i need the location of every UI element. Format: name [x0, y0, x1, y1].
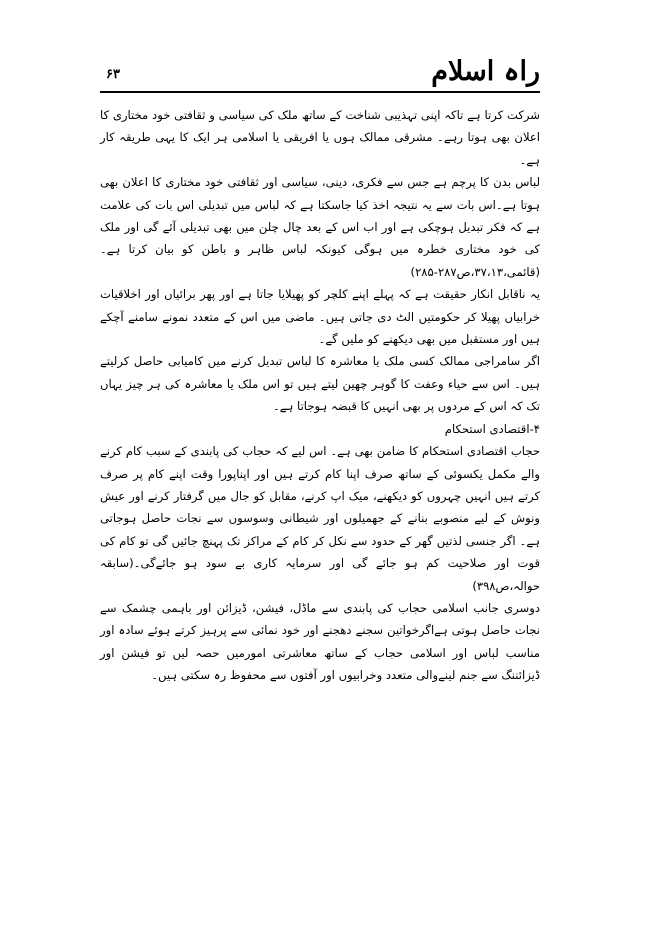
paragraph: اگر سامراجی ممالک کسی ملک یا معاشرہ کا لباس تبدیل کرنے میں کامیابی حاصل کرلیتے ہیں۔ اس سے حیاء وعفت کا گوہر چھین لیتے ہیں تو اس ملک یا معاشرہ کی ہر چیز یہاں تک کہ اس کے مردوں پر بھی انہیں کا قبضہ ہوجاتا ہے۔ — [100, 354, 540, 414]
header-divider — [100, 91, 540, 93]
paragraph: شرکت کرتا ہے تاکہ اپنی تہذیبی شناخت کے ساتھ ملک کی سیاسی و ثقافتی خود مختاری کا اعلان بھی ہوتا رہے۔ مشرقی ممالک ہوں یا افریقی یا اسلامی ہر ایک کا یہی طریقہ کار ہے۔ — [100, 108, 540, 167]
paragraph: حجاب اقتصادی استحکام کا ضامن بھی ہے۔ اس لیے کہ حجاب کی پابندی کے سبب کام کرنے والے مکمل یکسوئی کے ساتھ صرف اپنا کام کرتے ہیں اور اپناپورا وقت اپنے کام پر صرف کرتے ہیں انہیں چہروں کو دیکھنے، میک اپ کرنے، مقابل کو جال میں گرفتار کرنے اور عیش ونوش کے لیے منصوبے بنانے کے جھمیلوں اور شیطانی وسوسوں سے نجات حاصل ہوجاتی ہے۔ اگر جنسی لذتیں گھر کے حدود سے نکل کر کام کے مراکز تک پہنچ جائیں گی تو کام کی قوت اور صلاحیت کم ہو جائے گی اور سرمایہ کاری بے سود ہو جائےگی۔(سابقہ حوالہ،ص۳۹۸) — [100, 444, 540, 593]
paragraph: لباس بدن کا پرچم ہے جس سے فکری، دینی، سیاسی اور ثقافتی خود مختاری کا اعلان بھی ہوتا ہے۔اس بات سے یہ نتیجہ اخذ کیا جاسکتا ہے کہ لباس میں تبدیلی اس بات کی علامت ہے کہ فکر تبدیل ہوچکی ہے اور اب اس کے بعد چال چلن میں بھی تبدیلی آئے گی اور ملک کی خود مختاری خطرہ میں ہوگی کیونکہ لباس ظاہر و باطن کو بیان کرتا ہے۔ (قائمی،۳۷،۱۳،ص۲۸۷-۲۸۵) — [100, 175, 540, 279]
running-title: راہ اسلام — [431, 56, 540, 87]
paragraph: یہ ناقابل انکار حقیقت ہے کہ پہلے اپنے کلچر کو پھیلایا جاتا ہے اور پھر برائیاں اور اخلاقیات خرابیاں پھیلا کر حکومتیں الٹ دی جاتی ہیں۔ ماضی میں اس کے متعدد نمونے سامنے آچکے ہیں اور مستقبل میں بھی دیکھنے کو ملیں گے۔ — [100, 287, 540, 347]
paragraph: دوسری جانب اسلامی حجاب کی پابندی سے ماڈل، فیشن، ڈیزائن اور باہمی چشمک سے نجات حاصل ہوتی ہےاگرخواتین سجنے دھجنے اور خود نمائی سے پرہیز کرتے ہوئے سادہ اور مناسب لباس اور اسلامی حجاب کے ساتھ معاشرتی امورمیں حصہ لیں تو فیشن اور ڈیزائننگ سے جنم لینےوالی متعدد وخرابیوں اور آفتوں سے محفوظ رہ سکتی ہیں۔ — [100, 600, 540, 683]
body-text — [100, 104, 540, 687]
section-heading: ۴-اقتصادی استحکام — [444, 421, 540, 436]
page-header — [102, 55, 540, 89]
page-number: ۶۳ — [106, 67, 120, 82]
